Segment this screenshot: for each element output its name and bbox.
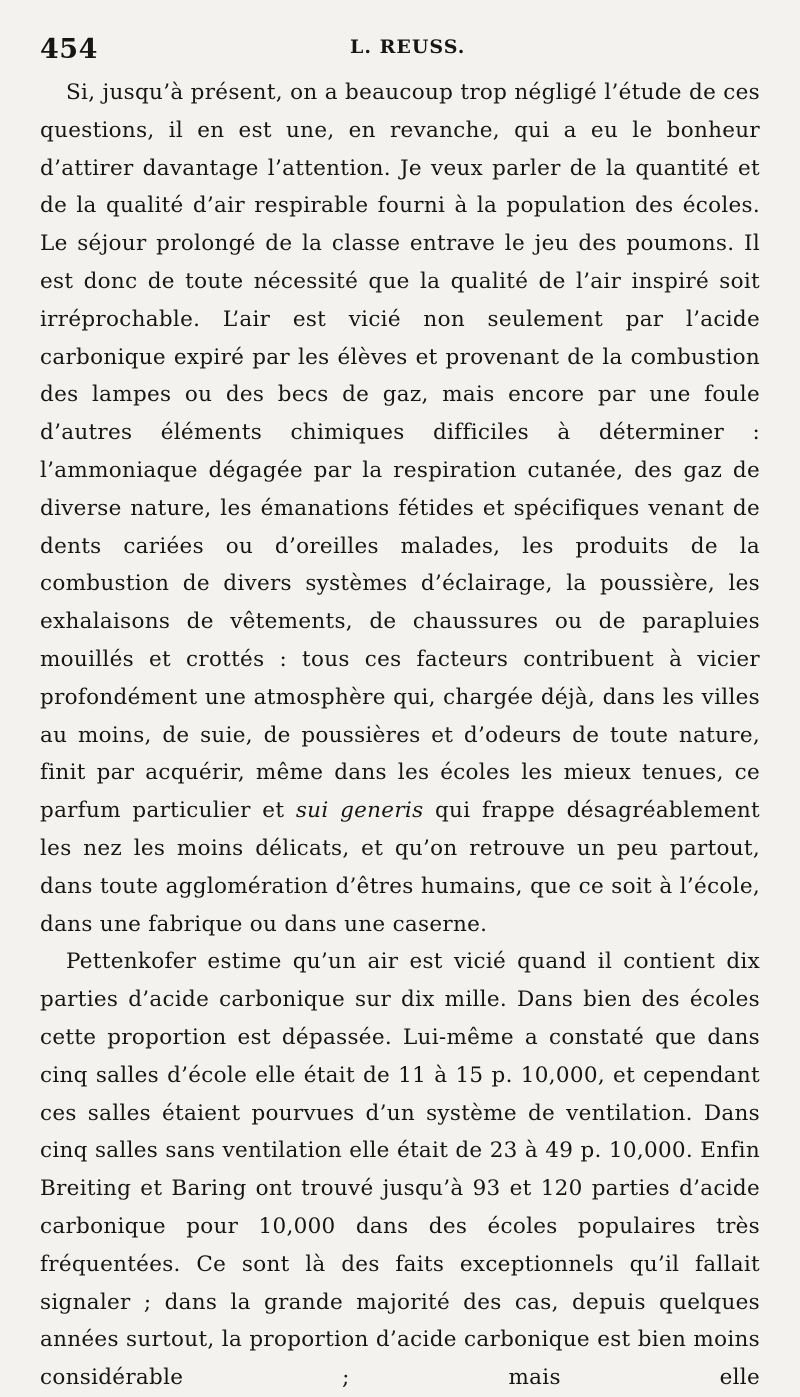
body-text [40,74,760,1397]
page-number: 454 [40,34,98,65]
page-header [40,34,760,74]
paragraph-2: Pettenkofer estime qu’un air est vicié quand il contient dix parties d’acide carbonique sur dix mille. Dans bien des écoles cette proportion est dépassée. Lui-même a constaté que dans cinq salles d’école elle était de 11 à 15 p. 10,000, et cependant ces salles étaient pourvues d’un système de ventilation. Dans cinq salles sans ventilation elle était de 23 à 49 p. 10,000. Enfin Breiting et Baring ont trouvé jusqu’à 93 et 120 parties d’acide carbonique pour 10,000 dans des écoles populaires très fréquentées. Ce sont là des faits exceptionnels qu’il fallait signaler ; dans la grande majorité des cas, depuis quelques années surtout, la proportion d’acide carbonique est bien moins considérable ; mais elle [40,949,760,1391]
paragraph-1 [40,74,760,943]
latin-phrase: sui generis [295,798,424,824]
running-head: L. REUSS. [350,36,466,58]
paragraph-1-text-b: qui frappe désagréablement les nez les moins délicats, et qu’on retrouve un peu partout, dans toute agglomération d’êtres humains, que ce soit à l’école, dans une fabrique ou dans une caserne. [40,798,760,937]
paragraph-1-text-a: Si, jusqu’à présent, on a beaucoup trop négligé l’étude de ces questions, il en est une, en revanche, qui a eu le bonheur d’attirer davantage l’attention. Je veux parler de la quantité et de la qualité d’air respirable fourni à la population des écoles. Le séjour prolongé de la classe entrave le jeu des poumons. Il est donc de toute nécessité que la qualité de l’air inspiré soit irréprochable. L’air est vicié non seulement par l’acide carbonique expiré par les élèves et provenant de la combustion des lampes ou des becs de gaz, mais encore par une foule d’autres éléments chimiques difficiles à déterminer : l’ammoniaque dégagée par la respiration cutanée, des gaz de diverse nature, les émanations fétides et spécifiques venant de dents cariées ou d’oreilles malades, les produits de la combustion de divers systèmes d’éclairage, la poussière, les exhalaisons de vêtements, de chaussures ou de parapluies mouillés et crottés : tous ces facteurs contribuent à vicier profondément une atmosphère qui, chargée déjà, dans les villes au moins, de suie, de poussières et d’odeurs de toute nature, finit par acquérir, même dans les écoles les mieux tenues, ce parfum particulier et [40,80,760,824]
